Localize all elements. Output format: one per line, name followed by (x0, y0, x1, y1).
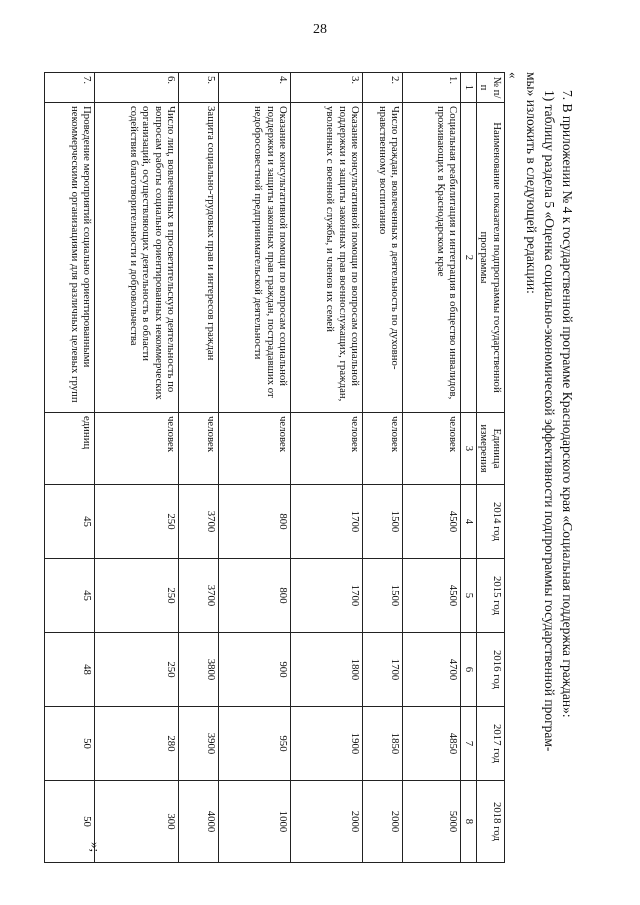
value-2015: 3700 (179, 559, 219, 633)
value-2017: 1850 (363, 707, 403, 781)
value-2017: 280 (95, 707, 179, 781)
index-cell: 4 (461, 485, 477, 559)
header-cell: № п/п (476, 73, 504, 103)
efficiency-table (44, 72, 505, 863)
value-2016: 3800 (179, 633, 219, 707)
indicator-name: Социальная реабилитация и интеграция в общество инвалидов, проживающих в Краснодарском крае (403, 103, 461, 413)
header-cell: Единица измерения (476, 413, 504, 485)
value-2015: 45 (45, 559, 95, 633)
value-2018: 50 (45, 781, 95, 863)
value-2018: 4000 (179, 781, 219, 863)
index-cell: 7 (461, 707, 477, 781)
closing-quote: »; (88, 842, 103, 853)
value-2016: 1800 (291, 633, 363, 707)
row-number: 6. (95, 73, 179, 103)
indicator-name: Оказание консультативной помощи по вопросам социальной поддержки и защиты законных прав граждан, пострадавших от недобросовестной предпринимательской деятельности (219, 103, 291, 413)
value-2018: 5000 (403, 781, 461, 863)
row-number: 2. (363, 73, 403, 103)
index-cell: 1 (461, 73, 477, 103)
unit-cell: человек (179, 413, 219, 485)
value-2017: 4850 (403, 707, 461, 781)
index-cell: 8 (461, 781, 477, 863)
value-2018: 300 (95, 781, 179, 863)
row-number: 4. (219, 73, 291, 103)
table-row (219, 73, 291, 863)
header-cell: 2014 год (476, 485, 504, 559)
value-2016: 1700 (363, 633, 403, 707)
unit-cell: человек (363, 413, 403, 485)
rotated-content (55, 72, 575, 862)
intro-line-2: 1) таблицу раздела 5 «Оценка социально-экономической эффективности подпрограммы государственной програм- (542, 90, 557, 752)
open-quote: « (506, 72, 521, 79)
value-2014: 250 (95, 485, 179, 559)
value-2014: 3700 (179, 485, 219, 559)
unit-cell: человек (291, 413, 363, 485)
header-cell: 2015 год (476, 559, 504, 633)
indicator-name: Оказание консультативной помощи по вопросам социальной поддержки и защиты законных прав военнослужащих, граждан, уволенных с военной службы, и членов их семей (291, 103, 363, 413)
table-row (179, 73, 219, 863)
table-row (403, 73, 461, 863)
indicator-name: Число граждан, вовлеченных в деятельность по духовно-нравственному воспитанию (363, 103, 403, 413)
value-2016: 250 (95, 633, 179, 707)
unit-cell: человек (219, 413, 291, 485)
value-2014: 45 (45, 485, 95, 559)
table-row (291, 73, 363, 863)
header-cell: 2017 год (476, 707, 504, 781)
index-cell: 2 (461, 103, 477, 413)
row-number: 7. (45, 73, 95, 103)
unit-cell: единиц (45, 413, 95, 485)
value-2018: 2000 (291, 781, 363, 863)
table-row (45, 73, 95, 863)
row-number: 1. (403, 73, 461, 103)
unit-cell: человек (403, 413, 461, 485)
value-2015: 1700 (291, 559, 363, 633)
intro-line-3: мы» изложить в следующей редакции: (524, 72, 539, 294)
value-2017: 50 (45, 707, 95, 781)
value-2017: 3900 (179, 707, 219, 781)
value-2015: 250 (95, 559, 179, 633)
value-2016: 48 (45, 633, 95, 707)
index-cell: 6 (461, 633, 477, 707)
index-cell: 5 (461, 559, 477, 633)
value-2015: 1500 (363, 559, 403, 633)
value-2014: 1700 (291, 485, 363, 559)
page-number: 28 (313, 22, 327, 37)
index-cell: 3 (461, 413, 477, 485)
indicator-name: Защита социально-трудовых прав и интересов граждан (179, 103, 219, 413)
indicator-name: Число лиц, вовлеченных в просветительскую деятельность по вопросам работы социально ориентированных некоммерческих организаций, осуществляющих деятельность в области содействия благотворительности и добровольчества (95, 103, 179, 413)
value-2018: 1000 (219, 781, 291, 863)
column-index-row (461, 73, 477, 863)
unit-cell: человек (95, 413, 179, 485)
table-row (95, 73, 179, 863)
value-2015: 800 (219, 559, 291, 633)
value-2014: 800 (219, 485, 291, 559)
header-cell: 2016 год (476, 633, 504, 707)
value-2017: 1900 (291, 707, 363, 781)
row-number: 3. (291, 73, 363, 103)
indicator-name: Проведение мероприятий социально ориентированными некоммерческими организациями для различных целевых групп (45, 103, 95, 413)
value-2015: 4500 (403, 559, 461, 633)
value-2016: 900 (219, 633, 291, 707)
intro-line-1: 7. В приложении № 4 к государственной программе Краснодарского края «Социальная поддержка граждан»: (560, 90, 575, 718)
header-cell: 2018 год (476, 781, 504, 863)
table-header-row (476, 73, 504, 863)
value-2014: 1500 (363, 485, 403, 559)
value-2014: 4500 (403, 485, 461, 559)
table-row (363, 73, 403, 863)
value-2016: 4700 (403, 633, 461, 707)
value-2018: 2000 (363, 781, 403, 863)
header-cell: Наименование показателя подпрограммы государственной программы (476, 103, 504, 413)
value-2017: 950 (219, 707, 291, 781)
row-number: 5. (179, 73, 219, 103)
